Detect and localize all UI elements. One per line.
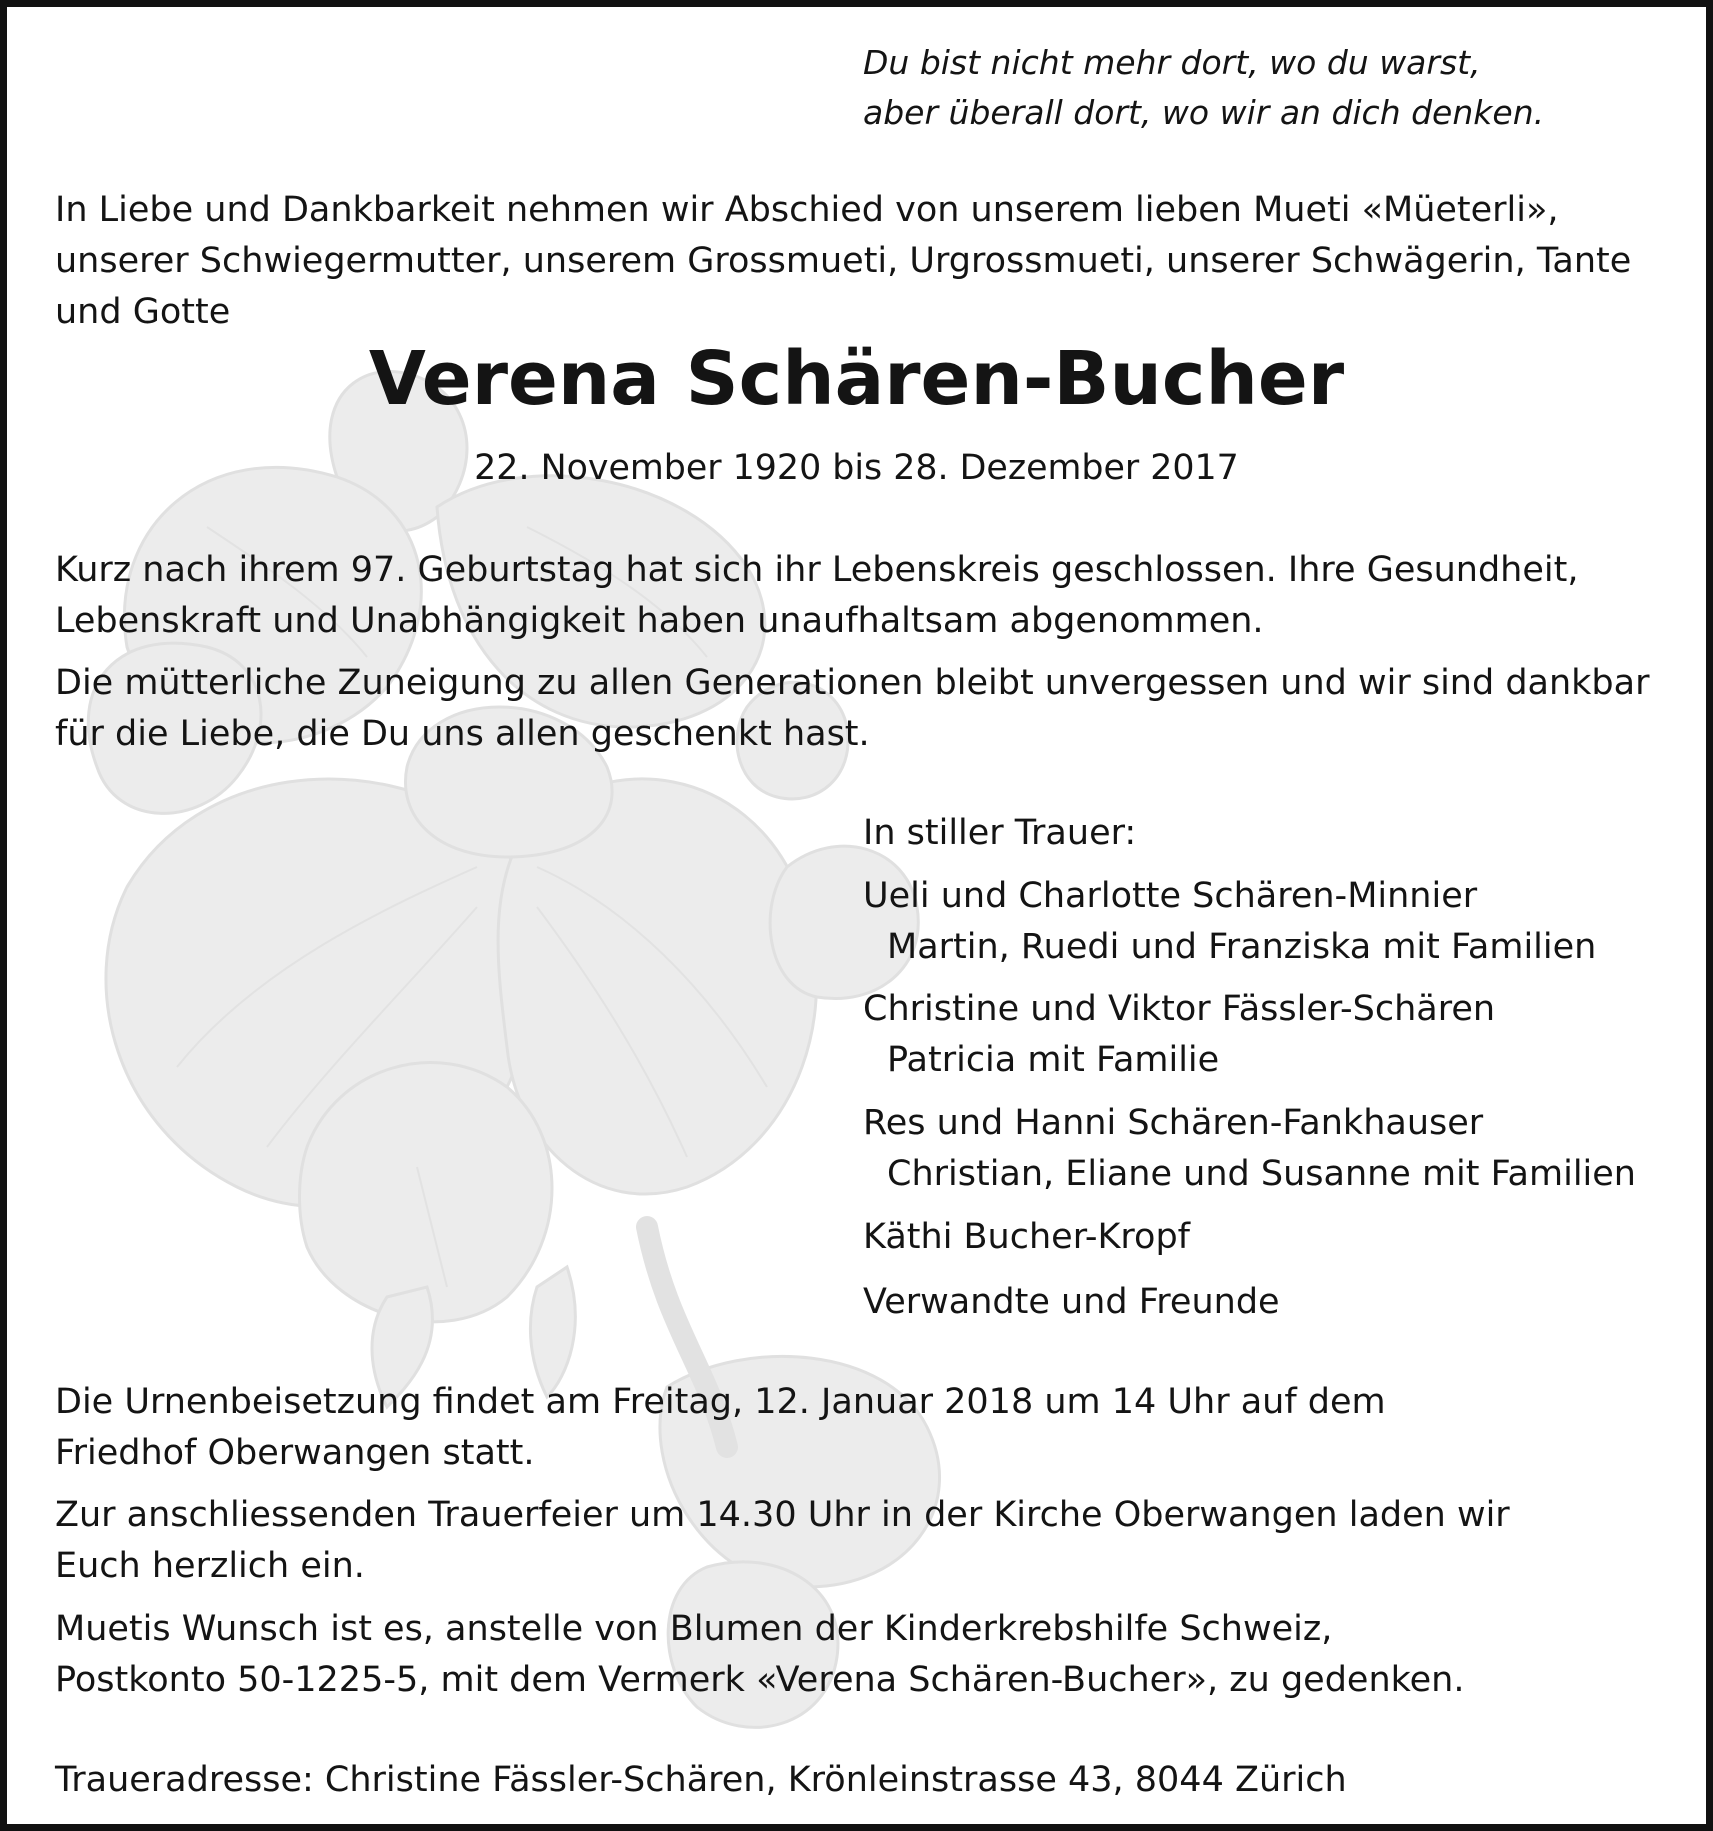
mourner-entry: Ueli und Charlotte Schären-Minnier [863, 876, 1478, 916]
burial-line-1: Die Urnenbeisetzung findet am Freitag, 12. Januar 2018 um 14 Uhr auf dem [55, 1382, 1386, 1422]
mourning-address: Traueradresse: Christine Fässler-Schären, Krönleinstrasse 43, 8044 Zürich [55, 1760, 1347, 1800]
mourner-entry: Christine und Viktor Fässler-Schären [863, 989, 1496, 1029]
burial-line-2: Friedhof Oberwangen statt. [55, 1433, 535, 1473]
paragraph-2-line-2: für die Liebe, die Du uns allen geschenkt hast. [55, 714, 870, 754]
donation-line-1: Muetis Wunsch ist es, anstelle von Blumen der Kinderkrebshilfe Schweiz, [55, 1609, 1333, 1649]
mourners-heading: In stiller Trauer: [863, 813, 1137, 853]
paragraph-1-line-2: Lebenskraft und Unabhängigkeit haben unaufhaltsam abgenommen. [55, 601, 1264, 641]
donation-line-2: Postkonto 50-1225-5, mit dem Vermerk «Verena Schären-Bucher», zu gedenken. [55, 1660, 1465, 1700]
ceremony-line-1: Zur anschliessenden Trauerfeier um 14.30 Uhr in der Kirche Oberwangen laden wir [55, 1495, 1510, 1535]
intro-line-1: In Liebe und Dankbarkeit nehmen wir Abschied von unserem lieben Mueti «Müeterli», [55, 190, 1559, 230]
mourner-sub-entry: Martin, Ruedi und Franziska mit Familien [887, 927, 1597, 967]
paragraph-2-line-1: Die mütterliche Zuneigung zu allen Generationen bleibt unvergessen und wir sind dankbar [55, 663, 1650, 703]
mourner-sub-entry: Patricia mit Familie [887, 1040, 1220, 1080]
intro-line-2: unserer Schwiegermutter, unserem Grossmueti, Urgrossmueti, unserer Schwägerin, Tante [55, 241, 1632, 281]
motto-line-1: Du bist nicht mehr dort, wo du warst, [863, 43, 1481, 82]
ceremony-line-2: Euch herzlich ein. [55, 1546, 365, 1586]
life-dates: 22. November 1920 bis 28. Dezember 2017 [474, 448, 1239, 488]
paragraph-1-line-1: Kurz nach ihrem 97. Geburtstag hat sich ihr Lebenskreis geschlossen. Ihre Gesundheit, [55, 550, 1579, 590]
motto-line-2: aber überall dort, wo wir an dich denken. [863, 93, 1545, 132]
notice-content [7, 7, 1706, 1824]
mourner-sub-entry: Christian, Eliane und Susanne mit Familien [887, 1154, 1636, 1194]
mourner-entry: Verwandte und Freunde [863, 1282, 1280, 1322]
deceased-name: Verena Schären-Bucher [368, 337, 1345, 422]
mourner-entry: Res und Hanni Schären-Fankhauser [863, 1103, 1484, 1143]
mourner-entry: Käthi Bucher-Kropf [863, 1217, 1190, 1257]
intro-line-3: und Gotte [55, 292, 231, 332]
